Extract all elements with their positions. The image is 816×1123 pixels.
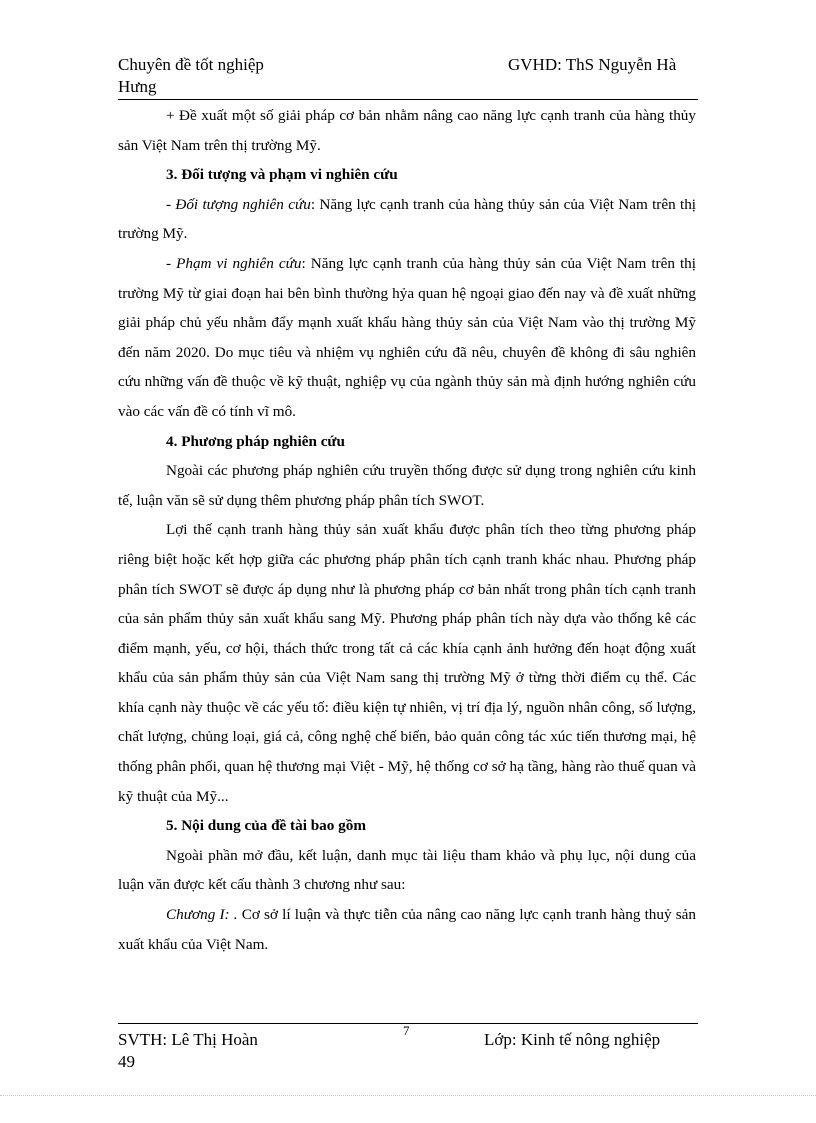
footer-left bbox=[118, 1029, 418, 1073]
research-scope-label: Phạm vi nghiên cứu bbox=[176, 254, 302, 272]
research-subject-label: Đối tượng nghiên cứu bbox=[175, 195, 311, 213]
paragraph-swot: Lợi thế cạnh tranh hàng thủy sản xuất khẩu được phân tích theo từng phương pháp riêng biệt hoặc kết hợp giữa các phương pháp phân tích cạnh tranh khác nhau. Phương pháp phân tích SWOT sẽ được áp dụng như là phương pháp cơ bản nhất trong phân tích cạnh tranh của sản phẩm thủy sản xuất khẩu sang Mỹ. Phương pháp phân tích này dựa vào thống kê các điểm mạnh, yếu, cơ hội, thách thức trong tất cả các khía cạnh ảnh hưởng đến hoạt động xuất khẩu của sản phẩm thủy sản của Việt Nam sang thị trường Mỹ ở từng thời điểm cụ thể. Các khía cạnh này thuộc về các yếu tố: điều kiện tự nhiên, vị trí địa lý, nguồn nhân công, số lượng, chất lượng, chủng loại, giá cả, công nghệ chế biến, bảo quản công tác xúc tiến thương mại, hệ thống phân phối, quan hệ thương mại Việt - Mỹ, hệ thống cơ sở hạ tầng, hàng rào thuế quan và kỹ thuật của Mỹ... bbox=[118, 521, 696, 805]
research-scope-text: : Năng lực cạnh tranh của hàng thủy sản của Việt Nam trên thị trường Mỹ từ giai đoạn hai bên bình thường hỷa quan hệ ngoại giao đến nay và đề xuất những giải pháp chủ yếu nhằm đẩy mạnh xuất khẩu hàng thủy sản của Việt Nam vào thị trường Mỹ đến năm 2020. Do mục tiêu và nhiệm vụ nghiên cứu đã nêu, chuyên đề không đi sâu nghiên cứu những vấn đề thuộc về kỹ thuật, nghiệp vụ của ngành thủy sản mà định hướng nghiên cứu vào các vấn đề có tính vĩ mô. bbox=[118, 254, 696, 420]
document-body bbox=[118, 101, 696, 959]
heading-section-4: 4. Phương pháp nghiên cứu bbox=[166, 432, 345, 450]
footer-left-line1: SVTH: Lê Thị Hoàn bbox=[118, 1030, 258, 1049]
page-break-line bbox=[0, 1095, 816, 1096]
footer-left-line2: 49 bbox=[118, 1052, 135, 1071]
paragraph-objective: + Đề xuất một số giải pháp cơ bản nhằm nâng cao năng lực cạnh tranh của hàng thủy sản Việt Nam trên thị trường Mỹ. bbox=[118, 107, 696, 154]
chapter-1-label: Chương I: . bbox=[166, 906, 238, 924]
header-left-line2: Hưng bbox=[118, 77, 157, 96]
page-number: 7 bbox=[403, 1023, 410, 1038]
chapter-1-text: Cơ sở lí luận và thực tiễn của nâng cao năng lực cạnh tranh hàng thuỷ sản xuất khẩu của Việt Nam. bbox=[118, 906, 696, 953]
paragraph-research-scope: - Phạm vi nghiên cứu: Năng lực cạnh tranh của hàng thủy sản của Việt Nam trên thị trường Mỹ từ giai đoạn hai bên bình thường hỷa quan hệ ngoại giao đến nay và đề xuất những giải pháp chủ yếu nhằm đẩy mạnh xuất khẩu hàng thủy sản của Việt Nam vào thị trường Mỹ đến năm 2020. Do mục tiêu và nhiệm vụ nghiên cứu đã nêu, chuyên đề không đi sâu nghiên cứu những vấn đề thuộc về kỹ thuật, nghiệp vụ của ngành thủy sản mà định hướng nghiên cứu vào các vấn đề có tính vĩ mô. bbox=[118, 254, 696, 420]
paragraph-methods: Ngoài các phương pháp nghiên cứu truyền thống được sử dụng trong nghiên cứu kinh tế, luận văn sẽ sử dụng thêm phương pháp phân tích SWOT. bbox=[118, 462, 696, 509]
header-right: GVHD: ThS Nguyễn Hà bbox=[508, 55, 677, 74]
header-left-line1: Chuyên đề tốt nghiệp bbox=[118, 55, 264, 74]
header-rule bbox=[118, 99, 698, 100]
paragraph-chapter-1 bbox=[118, 900, 696, 959]
footer-right: Lớp: Kinh tế nông nghiệp bbox=[484, 1030, 661, 1049]
paragraph-research-subject: - Đối tượng nghiên cứu: Năng lực cạnh tranh của hàng thủy sản của Việt Nam trên thị trường Mỹ. bbox=[118, 195, 697, 243]
paragraph-structure: Ngoài phần mở đầu, kết luận, danh mục tài liệu tham khảo và phụ lục, nội dung của luận văn được kết cấu thành 3 chương như sau: bbox=[118, 846, 696, 894]
research-subject-text: : Năng lực cạnh tranh của hàng thủy sản của Việt Nam trên thị trường Mỹ. bbox=[118, 195, 697, 243]
header-left bbox=[118, 54, 418, 98]
heading-section-5: 5. Nội dung của đề tài bao gồm bbox=[166, 817, 366, 835]
heading-section-3: 3. Đối tượng và phạm vi nghiên cứu bbox=[166, 166, 398, 184]
